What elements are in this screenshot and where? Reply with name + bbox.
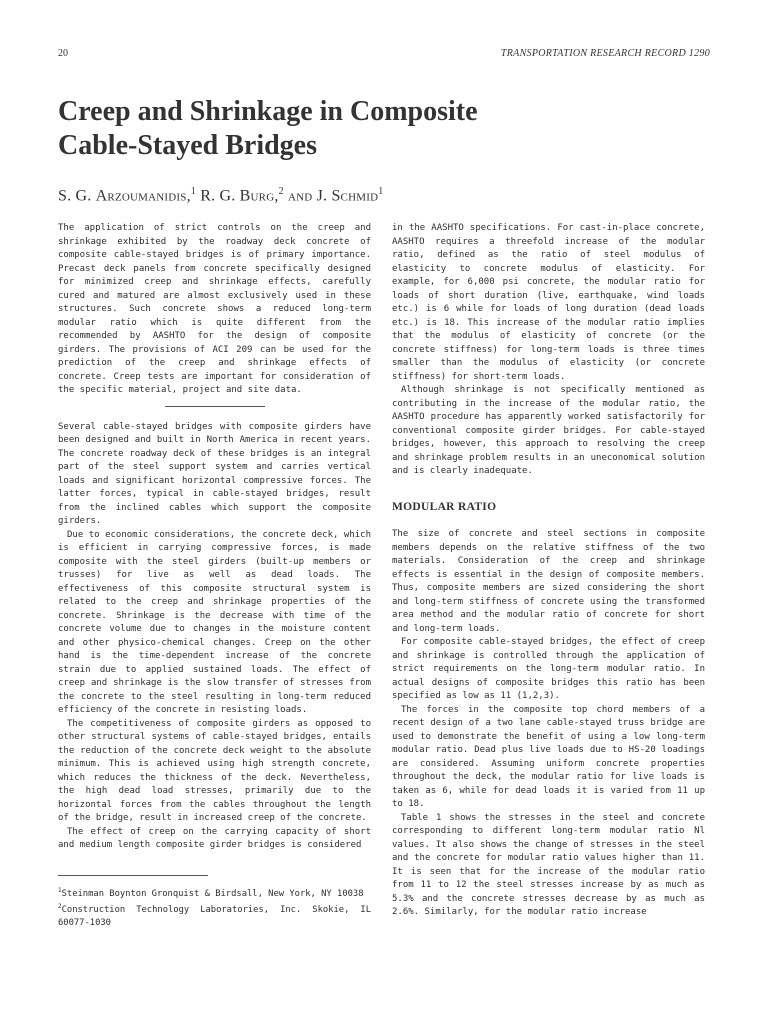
author-3-affiliation-mark: 1 (378, 186, 384, 197)
paper-title (58, 95, 698, 163)
footnote-1 (58, 884, 371, 901)
author-2-initials: R. G. (200, 187, 236, 205)
body-paragraph: The competitiveness of composite girders as opposed to other structural systems of cable-stayed bridges, entails the reduction of the concrete deck weight to the absolute minimum. This is achieved using high strength concrete, which reduces the thickness of the deck. Nevertheless, the high dead load stresses, primarily due to the horizontal forces from the cables throughout the length of the bridge, result in increased creep of the concrete. (58, 718, 371, 823)
running-header (58, 48, 710, 64)
footnote-divider (58, 875, 208, 876)
footnote-2 (58, 900, 371, 930)
body-paragraph: Several cable-stayed bridges with composite girders have been designed and built in North America in recent years. The concrete roadway deck of these bridges is an integral part of the steel support system and carries vertical loads and significant horizontal compressive forces. The latter forces, typical in cable-stayed bridges, result from the inclined cables which support the composite girders. (58, 421, 371, 526)
footnote-2-text: Construction Technology Laboratories, Inc. Skokie, IL 60077-1030 (58, 905, 371, 929)
author-1-name: Arzoumanidis, (95, 187, 191, 205)
author-2-name: Burg, (239, 187, 279, 205)
section-heading: MODULAR RATIO (392, 500, 497, 513)
left-column (58, 222, 371, 930)
body-paragraph: Due to economic considerations, the concrete deck, which is efficient in carrying compressive forces, is made composite with the steel girders (built-up members or trusses) for live as well as dead loads. The effectiveness of this composite structural system is related to the creep and shrinkage properties of the concrete. Shrinkage is the decrease with time of the concrete volume due to changes in the moisture content and other physico-chemical changes. Creep on the other hand is the time-dependent increase of the concrete strain due to applied sustained loads. The effect of creep and shrinkage is the slow transfer of stresses from the concrete to the steel resulting in long-term reduced efficiency of the concrete in resisting loads. (58, 529, 371, 715)
abstract-divider (165, 406, 265, 407)
abstract: The application of strict controls on the creep and shrinkage exhibited by the roadway deck concrete of composite cable-stayed bridges is of primary importance. Precast deck panels from concrete specifically designed for minimized creep and shrinkage effects, carefully cured and matured are almost exclusively used in these structures. Such concrete shows a reduced long-term modular ratio which is quite different from the recommended by AASHTO for the design of composite girders. The provisions of ACI 209 can be used for the prediction of the creep and shrinkage effects of concrete. Creep tests are important for consideration of the specific material, project and site data. (58, 223, 371, 395)
body-paragraph: in the AASHTO specifications. For cast-in-place concrete, AASHTO requires a threefold increase of the modular ratio, defined as the ratio of steel modulus of elasticity to concrete modulus of elasticity. For example, for 6,000 psi concrete, the modular ratio for loads of short duration (live, earthquake, wind loads etc.) is 6 while for loads of long duration (dead loads etc.) is 18. This increase of the modular ratio implies that the modulus of elasticity of concrete (or the concrete stiffness) for long-term loads is three times smaller than the modulus of elasticity (or concrete stiffness) for short-term loads. (392, 223, 705, 382)
page-number: 20 (58, 48, 68, 59)
author-conjunction: and (287, 187, 313, 205)
journal-name: TRANSPORTATION RESEARCH RECORD 1290 (500, 48, 710, 59)
body-paragraph: The forces in the composite top chord members of a recent design of a two lane cable-stayed truss bridge are used to demonstrate the benefit of using a low long-term modular ratio. Dead plus live loads due to HS-20 loadings are considered. Assuming uniform concrete properties throughout the deck, the modular ratio for live loads is taken as 6, while for dead loads it is varied from 11 up to 18. (392, 704, 705, 809)
author-1-affiliation-mark: 1 (190, 186, 197, 197)
author-1-initials: S. G. (58, 187, 92, 205)
author-3-initials: J. (316, 187, 328, 205)
body-paragraph: The size of concrete and steel sections in composite members depends on the relative stiffness of the two materials. Consideration of the creep and shrinkage effects is essential in the design of composite members. Thus, composite members are sized considering the short and long-term stiffness of concrete using the transformed area method and the modular ratio of concrete for short and long-term loads. (392, 529, 705, 634)
right-column (392, 222, 705, 920)
author-list (58, 186, 698, 205)
footnote-1-mark: 1 (58, 886, 62, 894)
title-line-2: Cable-Stayed Bridges (58, 130, 317, 161)
body-paragraph: Table 1 shows the stresses in the steel and concrete corresponding to different long-term modular ratio Nl values. It also shows the change of stresses in the steel and the concrete for modular ratio values higher than 11. It is seen that for the increase of the modular ratio from 11 to 12 the steel stresses increase by as much as 5.3% and the concrete stresses decrease by as much as 2.6%. Similarly, for the modular ratio increase (392, 812, 705, 917)
author-2-affiliation-mark: 2 (278, 186, 284, 197)
footnote-2-mark: 2 (58, 903, 62, 911)
title-line-1: Creep and Shrinkage in Composite (58, 96, 478, 127)
footnote-1-text: Steinman Boynton Gronquist & Birdsall, New York, NY 10038 (61, 888, 364, 899)
body-paragraph: For composite cable-stayed bridges, the effect of creep and shrinkage is controlled through the application of strict requirements on the long-term modular ratio. In actual designs of composite bridges this ratio has been specified as low as 11 (1,2,3). (392, 637, 705, 701)
author-3-name: Schmid (331, 187, 379, 205)
body-paragraph: Although shrinkage is not specifically mentioned as contributing in the increase of the modular ratio, the AASHTO procedure has apparently worked satisfactorily for conventional composite girder bridges. For cable-stayed bridges, however, this approach to resolving the creep and shrinkage problem results in an uneconomical solution and is clearly inadequate. (392, 385, 705, 476)
body-paragraph: The effect of creep on the carrying capacity of short and medium length composite girder bridges is considered (58, 826, 371, 850)
